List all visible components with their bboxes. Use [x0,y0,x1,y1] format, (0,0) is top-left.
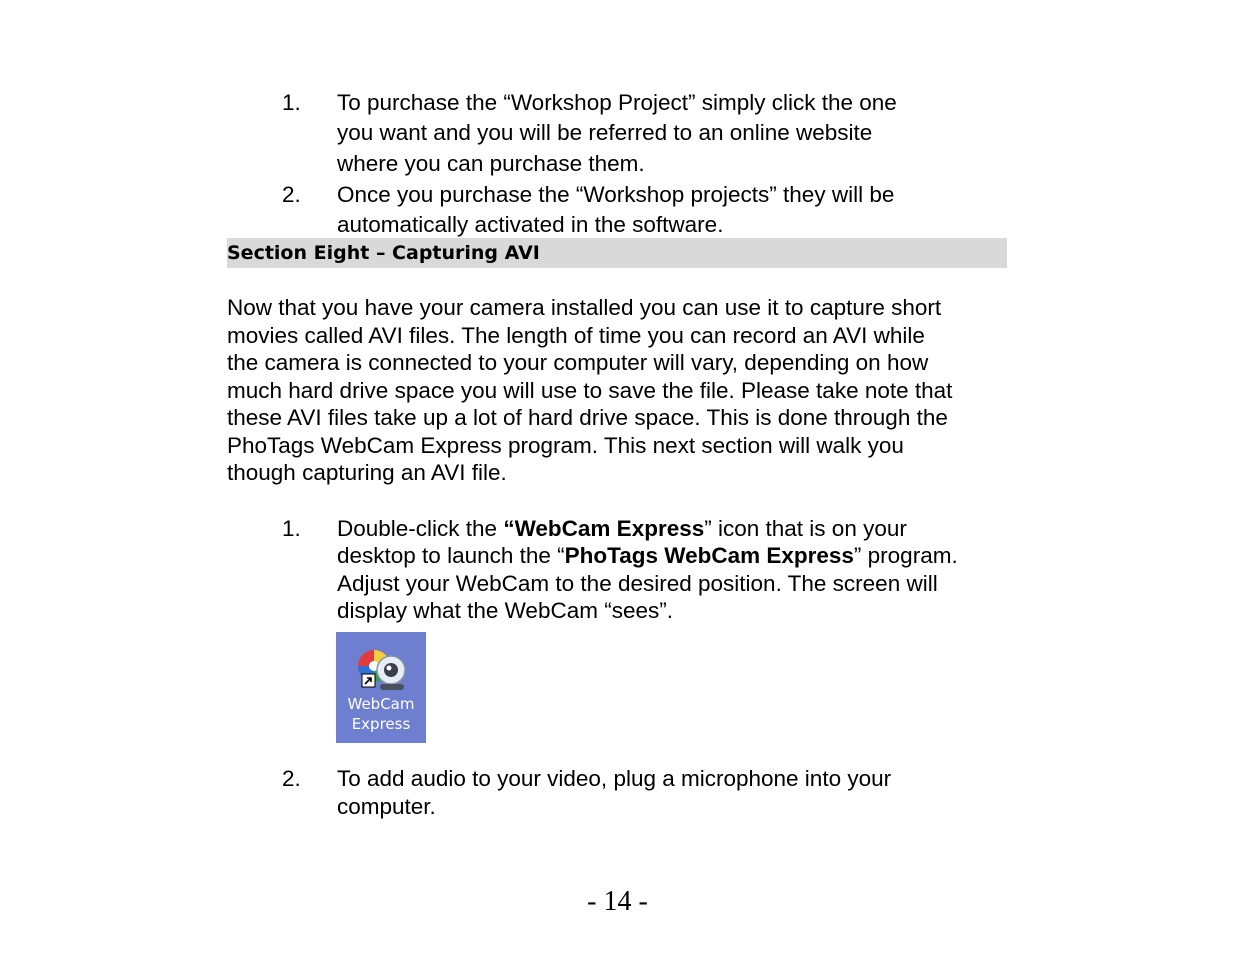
page-number: - 14 - [587,886,648,917]
list-item-line: automatically activated in the software. [337,212,724,237]
list-item-line: display what the WebCam “sees”. [337,598,673,623]
list-number: 2. [282,182,301,207]
list-item-line [337,515,907,543]
list-item-line [337,542,958,570]
text-run: ” icon that is on your [704,516,907,541]
paragraph-line: movies called AVI files. The length of time you can record an AVI while [227,323,925,348]
list-number: 2. [282,766,301,791]
text-run: Double-click the [337,516,504,541]
list-item-line: Once you purchase the “Workshop projects” they will be [337,182,895,207]
section-heading: Section Eight – Capturing AVI [227,242,540,264]
list-item-line: To purchase the “Workshop Project” simply click the one [337,90,897,115]
webcam-icon [336,632,426,702]
paragraph-line: Now that you have your camera installed you can use it to capture short [227,295,942,320]
text-run: ” program. [853,543,958,568]
icon-label: WebCam [347,695,415,713]
list-item-line: where you can purchase them. [337,151,645,176]
list-item-line: you want and you will be referred to an online website [337,120,873,145]
paragraph-line: the camera is connected to your computer will vary, depending on how [227,350,929,375]
bold-text-run: PhoTags WebCam Express [564,543,854,568]
webcam-express-icon[interactable] [336,632,426,743]
paragraph-line: though capturing an AVI file. [227,460,507,485]
icon-label: Express [351,715,411,733]
list-number: 1. [282,90,301,115]
list-number: 1. [282,516,301,541]
paragraph-line: these AVI files take up a lot of hard drive space. This is done through the [227,405,948,430]
paragraph-line: much hard drive space you will use to save the file. Please take note that [227,378,953,403]
list-item-line: Adjust your WebCam to the desired position. The screen will [337,571,938,596]
bold-text-run: “WebCam Express [503,516,705,541]
list-item-line: computer. [337,794,436,819]
list-item-line: To add audio to your video, plug a microphone into your [337,766,892,791]
text-run: desktop to launch the “ [337,543,565,568]
paragraph-line: PhoTags WebCam Express program. This next section will walk you [227,433,904,458]
